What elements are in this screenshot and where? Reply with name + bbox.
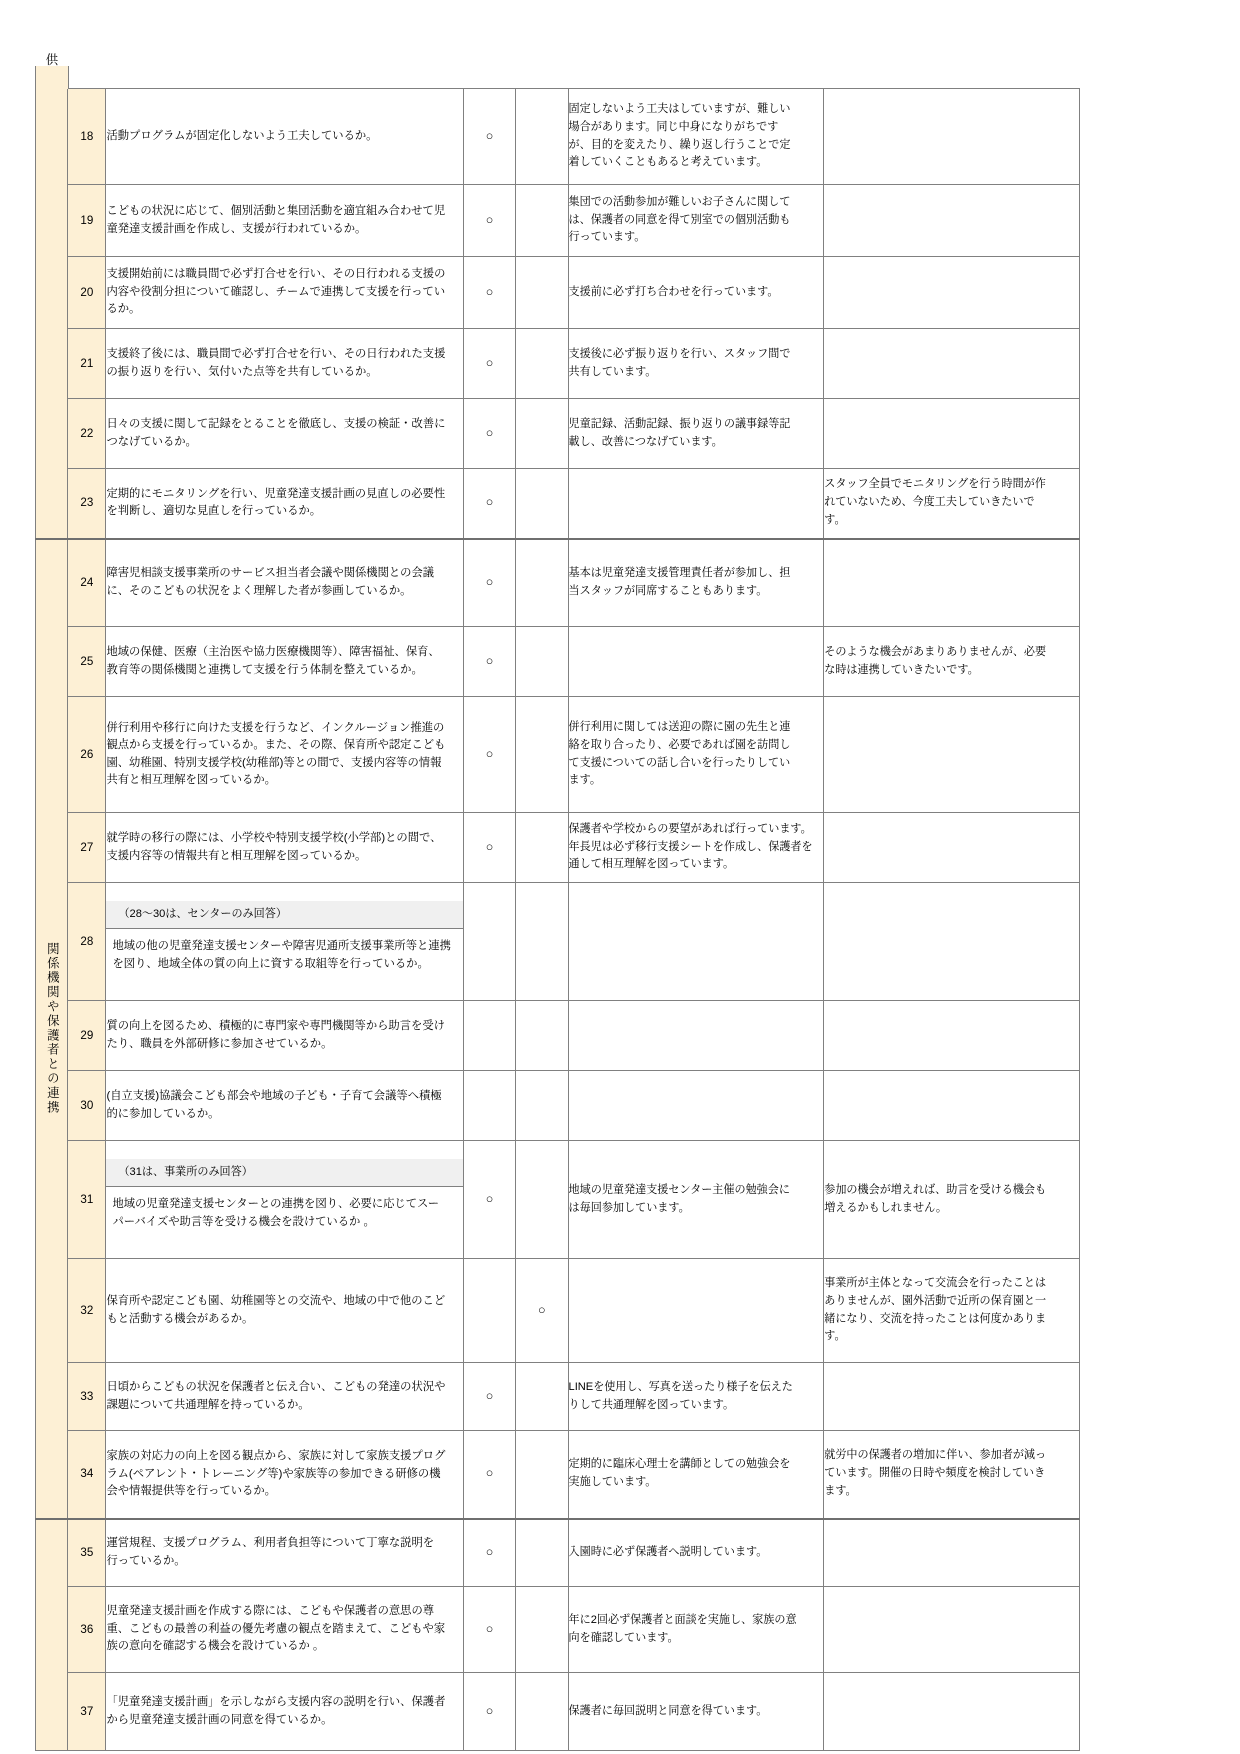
text-line: スタッフ全員でモニタリングを行う時間が作 — [824, 478, 1046, 491]
text-line: ます。 — [824, 1485, 857, 1498]
question-text — [106, 1018, 462, 1053]
table-row — [36, 813, 1080, 883]
issue-comment-cell[interactable] — [824, 1141, 1080, 1259]
row-number: 35 — [68, 1519, 106, 1587]
text-line: もと活動する機会があるか。 — [106, 1312, 254, 1325]
issue-comment-cell[interactable] — [824, 697, 1080, 813]
answer-partial-cell[interactable] — [516, 1587, 568, 1673]
text-line: が、目的を変えたり、繰り返し行うことで定 — [568, 138, 791, 151]
text-line: 課題について共通理解を持っているか。 — [106, 1398, 310, 1411]
text-line: は、保護者の同意を得て別室での個別活動も — [568, 213, 791, 226]
question-cell — [106, 257, 463, 329]
answer-yes-cell[interactable] — [463, 1071, 515, 1141]
question-cell — [106, 1587, 463, 1673]
question-text — [106, 1603, 462, 1656]
text-line: 「児童発達支援計画」を示しながら支援内容の説明を行い、保護者 — [106, 1696, 446, 1708]
text-line: 行っています。 — [568, 231, 646, 244]
answer-yes-cell[interactable]: ○ — [463, 89, 515, 185]
answer-yes-cell[interactable]: ○ — [463, 329, 515, 399]
table-row — [36, 1001, 1080, 1071]
answer-partial-cell[interactable] — [516, 1001, 568, 1071]
text-line: 運営規程、支援プログラム、利用者負担等について丁寧な説明を — [106, 1537, 435, 1550]
text-line: に、そのこどもの状況をよく理解した者が参画しているか。 — [106, 584, 412, 597]
text-line: 支援内容等の情報共有と相互理解を図っているか。 — [106, 849, 367, 862]
answer-partial-cell[interactable] — [516, 697, 568, 813]
text-line: 固定しないよう工夫はしていますが、難しい — [568, 102, 791, 115]
row-number: 26 — [68, 697, 106, 813]
answer-yes-cell[interactable] — [463, 883, 515, 1001]
text-line: LINEを使用し、写真を送ったり様子を伝えた — [568, 1380, 793, 1393]
answer-yes-cell[interactable]: ○ — [463, 185, 515, 257]
table-row — [36, 1259, 1080, 1363]
status-comment-cell[interactable] — [568, 813, 824, 883]
text-line: て支援についての話し合いを行ったりしてい — [568, 756, 791, 769]
answer-partial-cell[interactable] — [516, 1673, 568, 1751]
answer-yes-cell[interactable] — [463, 1001, 515, 1071]
text-line: から児童発達支援計画の同意を得ているか。 — [106, 1713, 333, 1726]
answer-partial-cell[interactable] — [516, 399, 568, 469]
status-comment-cell[interactable] — [568, 883, 824, 1001]
text-line: 併行利用に関しては送迎の際に園の先生と連 — [568, 720, 791, 733]
answer-partial-cell[interactable] — [516, 469, 568, 539]
text-line: 支援開始前には職員間で必ず打合せを行い、その日行われる支援の — [106, 268, 446, 281]
question-text — [106, 1088, 462, 1123]
row-number: 25 — [68, 627, 106, 697]
question-text — [106, 830, 462, 865]
question-cell — [106, 627, 463, 697]
status-comment-cell[interactable] — [568, 1259, 824, 1363]
text-line: 内容や役割分担について確認し、チームで連携して支援を行ってい — [106, 285, 446, 298]
text-line: 日々の支援に関して記録をとることを徹底し、支援の検証・改善に — [106, 418, 446, 430]
issue-comment-cell[interactable] — [824, 89, 1080, 185]
text-line: 支援後に必ず振り返りを行い、スタッフ間で — [568, 347, 791, 360]
question-cell — [106, 539, 463, 627]
text-line: そのような機会があまりありませんが、必要 — [824, 645, 1047, 658]
answer-partial-cell[interactable] — [516, 329, 568, 399]
answer-partial-cell[interactable] — [516, 627, 568, 697]
text-line: 当スタッフが同席することもあります。 — [568, 584, 768, 597]
text-line: 共有しています。 — [568, 365, 657, 378]
status-comment-cell[interactable] — [568, 1673, 824, 1751]
table-row — [36, 1587, 1080, 1673]
category-cell — [36, 89, 68, 539]
status-comment-cell[interactable] — [568, 627, 824, 697]
issue-comment-cell[interactable] — [824, 399, 1080, 469]
table-row — [36, 697, 1080, 813]
category-label: 関係機関や保護者との連携 — [45, 942, 60, 1115]
self-assessment-table — [35, 88, 1080, 1751]
table-row — [36, 257, 1080, 329]
text-line: 行っているか。 — [106, 1554, 186, 1567]
answer-partial-cell[interactable] — [516, 1431, 568, 1519]
text-line: 支援前に必ず打ち合わせを行っています。 — [568, 285, 779, 298]
row-number: 34 — [68, 1431, 106, 1519]
question-cell — [106, 1363, 463, 1431]
text-line: ありませんが、園外活動で近所の保育園と一 — [824, 1294, 1047, 1307]
status-comment-cell[interactable] — [568, 469, 824, 539]
question-text — [106, 346, 462, 381]
text-line: 基本は児童発達支援管理責任者が参加し、担 — [568, 566, 791, 579]
text-line: 教育等の関係機関と連携して支援を行う体制を整えているか。 — [106, 663, 423, 676]
text-line: 活動プログラムが固定化しないよう工夫しているか。 — [106, 129, 378, 142]
category-fragment-top — [35, 53, 69, 89]
question-text — [106, 203, 462, 238]
text-line: を判断し、適切な見直しを行っているか。 — [106, 505, 322, 518]
answer-yes-cell[interactable]: ○ — [463, 469, 515, 539]
answer-yes-cell[interactable]: ○ — [463, 257, 515, 329]
status-comment-cell[interactable] — [568, 1001, 824, 1071]
row-number: 18 — [68, 89, 106, 185]
text-line: 場合があります。同じ中身になりがちです — [568, 120, 779, 133]
text-line: 着していくこともあると考えています。 — [568, 156, 768, 169]
text-line: 族の意向を確認する機会を設けているか 。 — [106, 1640, 325, 1653]
answer-partial-cell[interactable] — [516, 1141, 568, 1259]
question-text — [106, 266, 462, 319]
row-number: 37 — [68, 1673, 106, 1751]
question-text — [106, 720, 462, 790]
question-cell — [106, 883, 463, 1001]
text-line: 就学時の移行の際には、小学校や特別支援学校(小学部)との間で、 — [106, 832, 442, 844]
text-line: 事業所が主体となって交流会を行ったことは — [824, 1276, 1047, 1289]
row-number: 19 — [68, 185, 106, 257]
category-cell — [36, 1519, 68, 1751]
text-line: 保護者や学校からの要望があれば行っています。 — [568, 822, 812, 835]
issue-comment-cell[interactable] — [824, 1673, 1080, 1751]
text-line: 絡を取り合ったり、必要であれば園を訪問し — [568, 738, 791, 751]
status-comment-cell[interactable] — [568, 1587, 824, 1673]
question-text — [106, 565, 462, 600]
question-text — [106, 1293, 462, 1328]
text-line: は毎回参加しています。 — [568, 1201, 690, 1214]
answer-yes-cell[interactable]: ○ — [463, 1519, 515, 1587]
question-cell — [106, 329, 463, 399]
text-line: つなげているか。 — [106, 435, 197, 448]
text-line: 実施しています。 — [568, 1476, 657, 1489]
table-row — [36, 399, 1080, 469]
question-text — [106, 1187, 462, 1240]
text-line: 併行利用や移行に向けた支援を行うなど、インクルージョン推進の — [106, 721, 445, 734]
issue-comment-cell[interactable] — [824, 1519, 1080, 1587]
issue-comment-cell[interactable] — [824, 1587, 1080, 1673]
table-row — [36, 1519, 1080, 1587]
answer-yes-cell[interactable]: ○ — [463, 399, 515, 469]
text-line: 児童発達支援計画を作成する際には、こどもや保護者の意思の尊 — [106, 1605, 435, 1618]
text-line: 参加の機会が増えれば、助言を受ける機会も — [824, 1183, 1047, 1196]
text-line: 障害児相談支援事業所のサービス担当者会議や関係機関との会議 — [106, 567, 435, 580]
answer-partial-cell[interactable] — [516, 257, 568, 329]
text-line: 向を確認しています。 — [568, 1631, 679, 1644]
text-line: パーバイズや助言等を受ける機会を設けているか 。 — [112, 1215, 375, 1228]
status-comment-cell[interactable] — [568, 1141, 824, 1259]
status-comment-cell[interactable] — [568, 89, 824, 185]
row-number: 29 — [68, 1001, 106, 1071]
question-cell — [106, 1071, 463, 1141]
text-line: 定期的にモニタリングを行い、児童発達支援計画の見直しの必要性 — [106, 487, 446, 500]
question-cell — [106, 1001, 463, 1071]
row-number: 20 — [68, 257, 106, 329]
question-cell — [106, 1431, 463, 1519]
text-line: 入園時に必ず保護者へ説明しています。 — [568, 1545, 768, 1558]
row-number: 32 — [68, 1259, 106, 1363]
text-line: 増えるかもしれません。 — [824, 1201, 947, 1214]
answer-yes-cell[interactable] — [463, 1259, 515, 1363]
text-line: 集団での活動参加が難しいお子さんに関して — [568, 195, 791, 208]
question-cell — [106, 89, 463, 185]
table-row — [36, 1071, 1080, 1141]
question-text — [106, 1379, 462, 1414]
status-comment-cell[interactable] — [568, 1519, 824, 1587]
table-row — [36, 627, 1080, 697]
question-note: （28～30は、センターのみ回答） — [106, 901, 462, 929]
answer-yes-cell[interactable]: ○ — [463, 627, 515, 697]
status-comment-cell[interactable] — [568, 185, 824, 257]
issue-comment-cell[interactable] — [824, 1431, 1080, 1519]
question-text — [106, 929, 462, 982]
text-line: 共有と相互理解を図っているか。 — [106, 774, 276, 786]
table-body — [36, 89, 1080, 1751]
question-text — [106, 1448, 462, 1501]
text-line: 地域の保健、医療（主治医や協力医療機関等）、障害福祉、保育、 — [106, 646, 440, 658]
issue-comment-cell[interactable] — [824, 627, 1080, 697]
category-fragment-top-label: 供 — [45, 53, 59, 67]
row-number: 23 — [68, 469, 106, 539]
text-line: 児童記録、活動記録、振り返りの議事録等記 — [568, 417, 791, 430]
row-number: 21 — [68, 329, 106, 399]
answer-partial-cell[interactable] — [516, 539, 568, 627]
answer-partial-cell[interactable] — [516, 1071, 568, 1141]
answer-partial-cell[interactable] — [516, 1363, 568, 1431]
question-text — [106, 416, 462, 451]
row-number: 28 — [68, 883, 106, 1001]
text-line: たり、職員を外部研修に参加させているか。 — [106, 1037, 333, 1050]
text-line: 重、こどもの最善の利益の優先考慮の観点を踏まえて、こどもや家 — [106, 1622, 446, 1635]
row-number: 33 — [68, 1363, 106, 1431]
text-line: れていないため、今度工夫していきたいで — [824, 496, 1035, 509]
answer-partial-cell[interactable] — [516, 883, 568, 1001]
issue-comment-cell[interactable] — [824, 883, 1080, 1001]
table-row — [36, 329, 1080, 399]
question-cell — [106, 1673, 463, 1751]
text-line: 年に2回必ず保護者と面談を実施し、家族の意 — [568, 1613, 797, 1626]
text-line: 家族の対応力の向上を図る観点から、家族に対して家族支援プログ — [106, 1450, 446, 1462]
text-line: 観点から支援を行っているか。また、その際、保育所や認定こども — [106, 739, 446, 751]
issue-comment-cell[interactable] — [824, 257, 1080, 329]
answer-partial-cell[interactable]: ○ — [516, 1259, 568, 1363]
issue-comment-cell[interactable] — [824, 329, 1080, 399]
text-line: 地域の他の児童発達支援センターや障害児通所支援事業所等と連携 — [112, 940, 451, 953]
question-cell — [106, 1141, 463, 1259]
question-cell — [106, 1519, 463, 1587]
text-line: 童発達支援計画を作成し、支援が行われているか。 — [106, 222, 367, 235]
text-line: 保護者に毎回説明と同意を得ています。 — [568, 1704, 768, 1717]
issue-comment-cell[interactable] — [824, 539, 1080, 627]
text-line: 会や情報提供等を行っているか。 — [106, 1485, 276, 1497]
answer-partial-cell[interactable] — [516, 185, 568, 257]
answer-yes-cell[interactable]: ○ — [463, 813, 515, 883]
text-line: 地域の児童発達支援センターとの連携を図り、必要に応じてスー — [112, 1198, 440, 1211]
row-number: 27 — [68, 813, 106, 883]
answer-partial-cell[interactable] — [516, 1519, 568, 1587]
answer-partial-cell[interactable] — [516, 89, 568, 185]
text-line: るか。 — [106, 303, 141, 316]
text-line: 保育所や認定こども園、幼稚園等との交流や、地域の中で他のこど — [106, 1295, 446, 1307]
answer-yes-cell[interactable]: ○ — [463, 1587, 515, 1673]
text-line: 支援終了後には、職員間で必ず打合せを行い、その日行われた支援 — [106, 348, 446, 360]
text-line: 定期的に臨床心理士を講師としての勉強会を — [568, 1458, 791, 1471]
issue-comment-cell[interactable] — [824, 185, 1080, 257]
status-comment-cell[interactable] — [568, 1363, 824, 1431]
question-text — [106, 644, 462, 679]
row-number: 31 — [68, 1141, 106, 1259]
status-comment-cell[interactable] — [568, 257, 824, 329]
text-line: 緒になり、交流を持ったことは何度かありま — [824, 1312, 1047, 1325]
table-row — [36, 883, 1080, 1001]
issue-comment-cell[interactable] — [824, 1363, 1080, 1431]
text-line: 質の向上を図るため、積極的に専門家や専門機関等から助言を受け — [106, 1020, 445, 1032]
text-line: (自立支援)協議会こども部会や地域の子ども・子育て会議等へ積極 — [106, 1090, 442, 1102]
table-row — [36, 1141, 1080, 1259]
text-line: 地域の児童発達支援センター主催の勉強会に — [568, 1183, 790, 1196]
answer-partial-cell[interactable] — [516, 813, 568, 883]
answer-yes-cell[interactable]: ○ — [463, 1431, 515, 1519]
table-row — [36, 469, 1080, 539]
answer-yes-cell[interactable]: ○ — [463, 539, 515, 627]
text-line: ラム(ペアレント・トレーニング等)や家族等の参加できる研修の機 — [106, 1467, 441, 1480]
question-cell — [106, 185, 463, 257]
issue-comment-cell[interactable] — [824, 1071, 1080, 1141]
text-line: 的に参加しているか。 — [106, 1107, 220, 1120]
text-line: 載し、改善につなげています。 — [568, 435, 723, 448]
question-cell — [106, 697, 463, 813]
text-line: す。 — [824, 1330, 846, 1343]
row-number: 22 — [68, 399, 106, 469]
question-text — [106, 1535, 462, 1570]
text-line: 日頃からこどもの状況を保護者と伝え合い、こどもの発達の状況や — [106, 1381, 446, 1393]
text-line: 年長児は必ず移行支援シートを作成し、保護者を — [568, 840, 813, 853]
question-text — [106, 1694, 462, 1729]
text-line: す。 — [824, 514, 846, 527]
text-line: ます。 — [568, 774, 601, 787]
row-number: 24 — [68, 539, 106, 627]
text-line: を図り、地域全体の質の向上に資する取組等を行っているか。 — [112, 957, 429, 970]
answer-yes-cell[interactable]: ○ — [463, 697, 515, 813]
issue-comment-cell[interactable] — [824, 1001, 1080, 1071]
status-comment-cell[interactable] — [568, 697, 824, 813]
category-cell — [36, 539, 68, 1519]
status-comment-cell[interactable] — [568, 1071, 824, 1141]
issue-comment-cell[interactable] — [824, 1259, 1080, 1363]
table-row — [36, 539, 1080, 627]
answer-yes-cell[interactable]: ○ — [463, 1363, 515, 1431]
status-comment-cell[interactable] — [568, 329, 824, 399]
question-cell — [106, 469, 463, 539]
text-line: こどもの状況に応じて、個別活動と集団活動を適宜組み合わせて児 — [106, 205, 446, 217]
text-line: 就労中の保護者の増加に伴い、参加者が減っ — [824, 1449, 1047, 1462]
question-note: （31は、事業所のみ回答） — [106, 1159, 462, 1187]
text-line: 通して相互理解を図っています。 — [568, 858, 735, 871]
table-row — [36, 89, 1080, 185]
issue-comment-cell[interactable] — [824, 469, 1080, 539]
status-comment-cell[interactable] — [568, 1431, 824, 1519]
row-number: 36 — [68, 1587, 106, 1673]
question-cell — [106, 813, 463, 883]
table-row — [36, 1431, 1080, 1519]
status-comment-cell[interactable] — [568, 539, 824, 627]
text-line: ています。開催の日時や頻度を検討していき — [824, 1467, 1046, 1480]
answer-yes-cell[interactable]: ○ — [463, 1141, 515, 1259]
table-row — [36, 1673, 1080, 1751]
status-comment-cell[interactable] — [568, 399, 824, 469]
text-line: 園、幼稚園、特別支援学校(幼稚部)等との間で、支援内容等の情報 — [106, 756, 442, 769]
answer-yes-cell[interactable]: ○ — [463, 1673, 515, 1751]
text-line: な時は連携していきたいです。 — [824, 663, 979, 676]
table-row — [36, 1363, 1080, 1431]
row-number: 30 — [68, 1071, 106, 1141]
issue-comment-cell[interactable] — [824, 813, 1080, 883]
table-row — [36, 185, 1080, 257]
question-cell — [106, 399, 463, 469]
question-cell — [106, 1259, 463, 1363]
text-line: の振り返りを行い、気付いた点等を共有しているか。 — [106, 365, 378, 378]
text-line: りして共通理解を図っています。 — [568, 1398, 735, 1411]
question-text — [106, 128, 462, 146]
question-text — [106, 486, 462, 521]
